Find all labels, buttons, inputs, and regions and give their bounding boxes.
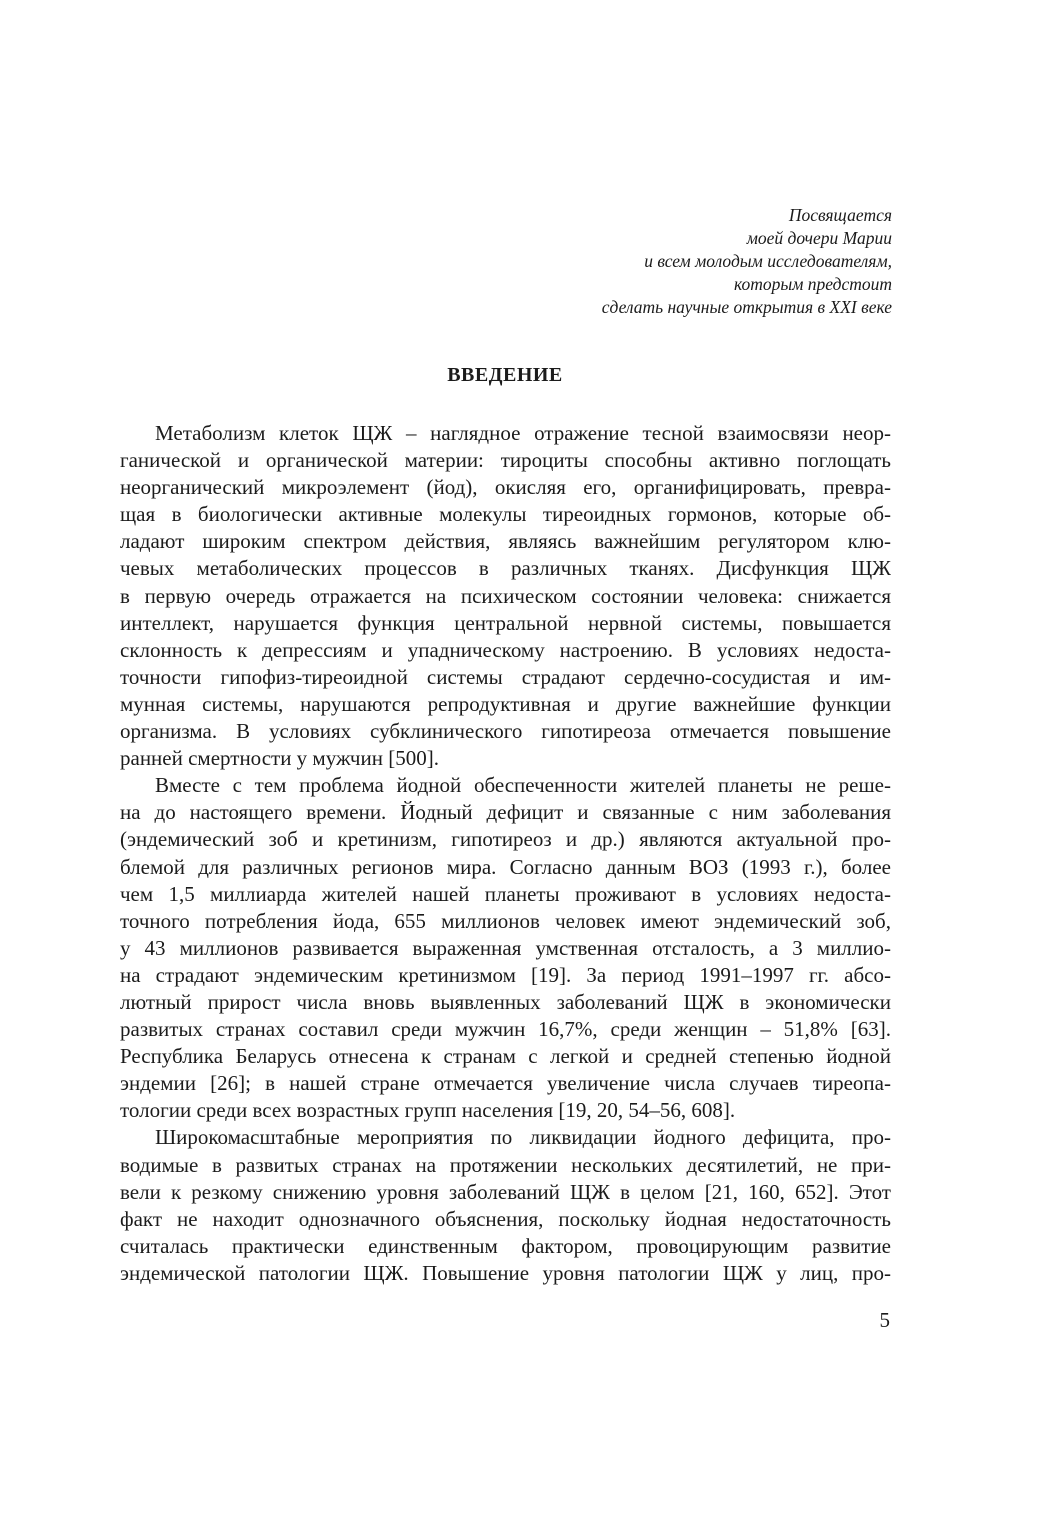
text-line: точного потребления йода, 655 миллионов человек имеют эндемический зоб, [120, 908, 891, 933]
text-line: Республика Беларусь отнесена к странам с легкой и средней степенью йодной [120, 1044, 891, 1069]
dedication [602, 204, 892, 319]
text-line: блемой для различных регионов мира. Согласно данным ВОЗ (1993 г.), более [120, 854, 891, 879]
text-line: ранней смертности у мужчин [500]. [120, 746, 439, 771]
text-line: эндемической патологии ЩЖ. Повышение уровня патологии ЩЖ у лиц, про- [120, 1260, 891, 1285]
text-line: Метаболизм клеток ЩЖ – наглядное отражение тесной взаимосвязи неор- [155, 421, 891, 445]
paragraph-3 [120, 1124, 891, 1287]
text-line: точности гипофиз-тиреоидной системы страдают сердечно-сосудистая и им- [120, 664, 891, 689]
text-line: чем 1,5 миллиарда жителей нашей планеты проживают в условиях недоста- [120, 881, 891, 906]
paragraph-1 [120, 420, 891, 772]
dedication-line: моей дочери Марии [746, 228, 892, 248]
paragraph-2 [120, 772, 891, 1124]
text-line: неорганический микроэлемент (йод), окисляя его, органифицировать, превра- [120, 475, 891, 500]
text-line: у 43 миллионов развивается выраженная умственная отсталость, а 3 миллио- [120, 935, 891, 960]
text-line: склонность к депрессиям и упадническому настроению. В условиях недоста- [120, 637, 891, 662]
text-line: тологии среди всех возрастных групп населения [19, 20, 54–56, 608]. [120, 1098, 736, 1123]
text-line: Вместе с тем проблема йодной обеспеченности жителей планеты не реше- [155, 773, 891, 798]
body-text [120, 420, 891, 1287]
text-line: на до настоящего времени. Йодный дефицит и связанные с ним заболевания [120, 800, 891, 825]
dedication-line: Посвящается [788, 205, 892, 225]
dedication-line: и всем молодым исследователям, [644, 251, 892, 271]
text-line: на страдают эндемическим кретинизмом [19]. За период 1991–1997 гг. абсо- [120, 962, 891, 987]
text-line: развитых странах составил среди мужчин 16,7%, среди женщин – 51,8% [63]. [120, 1017, 891, 1042]
text-line: факт не находит однозначного объяснения, поскольку йодная недостаточность [120, 1206, 891, 1231]
text-line: чевых метаболических процессов в различных тканях. Дисфункция ЩЖ [120, 556, 891, 581]
text-line: в первую очередь отражается на психическом состоянии человека: снижается [120, 583, 891, 608]
text-line: ладают широким спектром действия, являясь важнейшим регулятором клю- [120, 529, 891, 554]
text-line: вели к резкому снижению уровня заболеваний ЩЖ в целом [21, 160, 652]. Этот [120, 1179, 891, 1204]
text-line: (эндемический зоб и кретинизм, гипотиреоз и др.) являются актуальной про- [120, 827, 891, 852]
text-line: ганической и органической материи: тироциты способны активно поглощать [120, 448, 891, 473]
text-line: щая в биологически активные молекулы тиреоидных гормонов, которые об- [120, 502, 891, 527]
dedication-line: которым предстоит [733, 274, 892, 294]
text-line: лютный прирост числа вновь выявленных заболеваний ЩЖ в экономически [120, 989, 891, 1014]
text-line: интеллект, нарушается функция центральной нервной системы, повышается [120, 610, 891, 635]
text-line: водимые в развитых странах на протяжении нескольких десятилетий, не при- [120, 1152, 891, 1177]
text-line: Широкомасштабные мероприятия по ликвидации йодного дефицита, про- [155, 1125, 891, 1150]
text-line: организма. В условиях субклинического гипотиреоза отмечается повышение [120, 719, 891, 744]
text-line: мунная системы, нарушаются репродуктивная и другие важнейшие функции [120, 691, 891, 716]
section-heading: ВВЕДЕНИЕ [447, 364, 563, 386]
dedication-line: сделать научные открытия в XXI веке [601, 297, 892, 317]
text-line: эндемии [26]; в нашей стране отмечается увеличение числа случаев тиреопа- [120, 1071, 891, 1096]
page-number: 5 [879, 1308, 890, 1332]
text-line: считалась практически единственным фактором, провоцирующим развитие [120, 1233, 891, 1258]
